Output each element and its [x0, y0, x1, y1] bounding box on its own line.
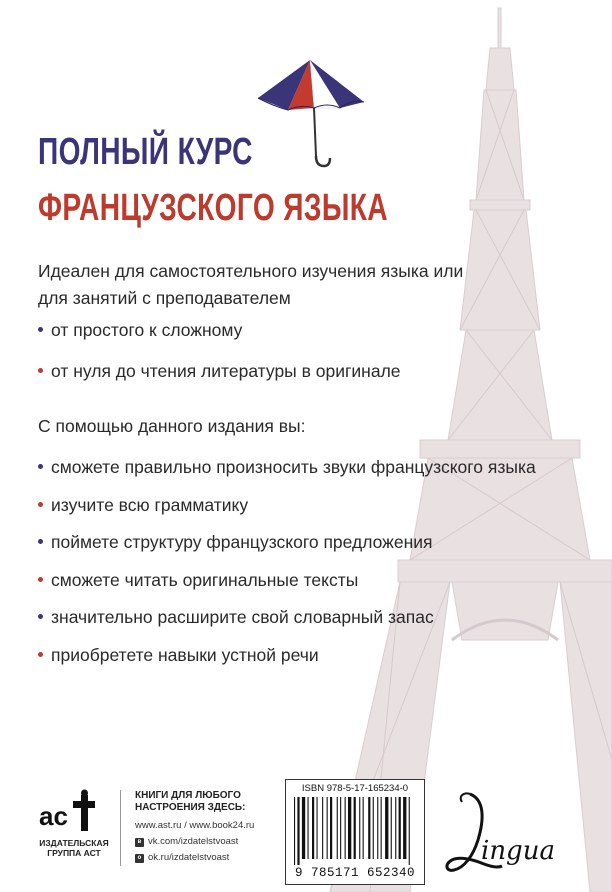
series-logo-text: ingua: [481, 836, 555, 866]
title-line-1: ПОЛНЫЙ КУРС: [38, 131, 253, 173]
list-item: [38, 643, 536, 681]
barcode-bar: [395, 797, 396, 859]
publisher-slogan: КНИГИ ДЛЯ ЛЮБОГО НАСТРОЕНИЯ ЗДЕСЬ:: [135, 790, 246, 813]
divider: [120, 790, 121, 866]
umbrella-icon: [254, 52, 366, 170]
list-item: [38, 455, 536, 493]
barcode-bar: [363, 797, 364, 859]
barcode: [285, 779, 425, 885]
bullet-icon: [38, 577, 43, 582]
section-heading: С помощью данного издания вы:: [38, 416, 306, 436]
barcode-bar: [294, 797, 295, 865]
bullet-icon: [38, 368, 43, 373]
list-item: [38, 359, 401, 400]
svg-text:ac: ac: [39, 801, 68, 831]
barcode-bar: [381, 797, 382, 859]
barcode-bar: [391, 797, 392, 859]
bullet-icon: [38, 652, 43, 657]
bullet-icon: [38, 327, 43, 332]
barcode-bar: [359, 797, 360, 859]
benefit-text: приобретете навыки устной речи: [51, 644, 319, 665]
barcode-bar: [399, 797, 401, 859]
barcode-bar: [345, 797, 346, 859]
bullet-icon: [38, 539, 43, 544]
benefit-text: поймете структуру французского предложения: [51, 532, 433, 552]
title-line-2: ФРАНЦУЗСКОГО ЯЗЫКА: [38, 187, 388, 229]
barcode-bar: [317, 797, 318, 859]
bullet-icon: [38, 502, 43, 507]
benefit-text: значительно расширите свой словарный запас: [51, 607, 434, 627]
list-item: [38, 530, 536, 568]
barcode-bar: [403, 797, 406, 859]
vk-link[interactable]: в vk.com/izdatelstvoast: [135, 834, 254, 850]
barcode-bar: [312, 797, 314, 859]
barcode-bar: [322, 797, 323, 859]
benefit-text: сможете читать оригинальные тексты: [51, 569, 359, 590]
isbn-text: ISBN 978-5-17-165234-0: [301, 783, 409, 794]
lead-text: Идеален для самостоятельного изучения языка или для занятий с преподавателем: [38, 261, 464, 308]
barcode-bar: [337, 797, 338, 859]
feature-text: от простого к сложному: [51, 320, 243, 340]
barcode-bar: [385, 797, 388, 859]
barcode-bar: [340, 797, 341, 859]
feature-text: от нуля до чтения литературы в оригинале: [51, 361, 401, 381]
barcode-bar: [368, 797, 370, 859]
barcode-bar: [409, 797, 410, 865]
barcode-bar: [327, 797, 328, 859]
ok-link[interactable]: о ok.ru/izdatelstvoast: [135, 850, 254, 866]
lingua-logo: [440, 790, 570, 880]
barcode-bar: [354, 797, 356, 859]
list-item: [38, 493, 536, 531]
barcode-bar: [308, 797, 309, 859]
publisher-logo: [37, 789, 107, 837]
benefit-text: изучите всю грамматику: [51, 494, 249, 515]
publisher-links: [135, 818, 254, 866]
barcode-bars: [292, 797, 418, 865]
publisher-name: ИЗДАТЕЛЬСКАЯ ГРУППА АСТ: [39, 838, 109, 858]
list-item: [38, 318, 401, 359]
benefit-list: [38, 455, 536, 680]
barcode-bar: [373, 797, 374, 859]
bullet-icon: [38, 614, 43, 619]
barcode-bar: [330, 797, 332, 859]
barcode-bar: [377, 797, 378, 859]
feature-list: [38, 318, 401, 400]
vk-icon: в: [135, 838, 144, 847]
bullet-icon: [38, 464, 43, 469]
barcode-bar: [348, 797, 351, 859]
barcode-bar: [302, 797, 305, 859]
list-item: [38, 568, 536, 606]
barcode-bar: [297, 797, 299, 865]
list-item: [38, 605, 536, 643]
ean-text: 9 785171 652340: [294, 866, 416, 880]
website-link[interactable]: www.ast.ru / www.book24.ru: [135, 820, 255, 831]
ok-icon: о: [135, 854, 144, 863]
benefit-text: сможете правильно произносить звуки французского языка: [51, 457, 536, 477]
